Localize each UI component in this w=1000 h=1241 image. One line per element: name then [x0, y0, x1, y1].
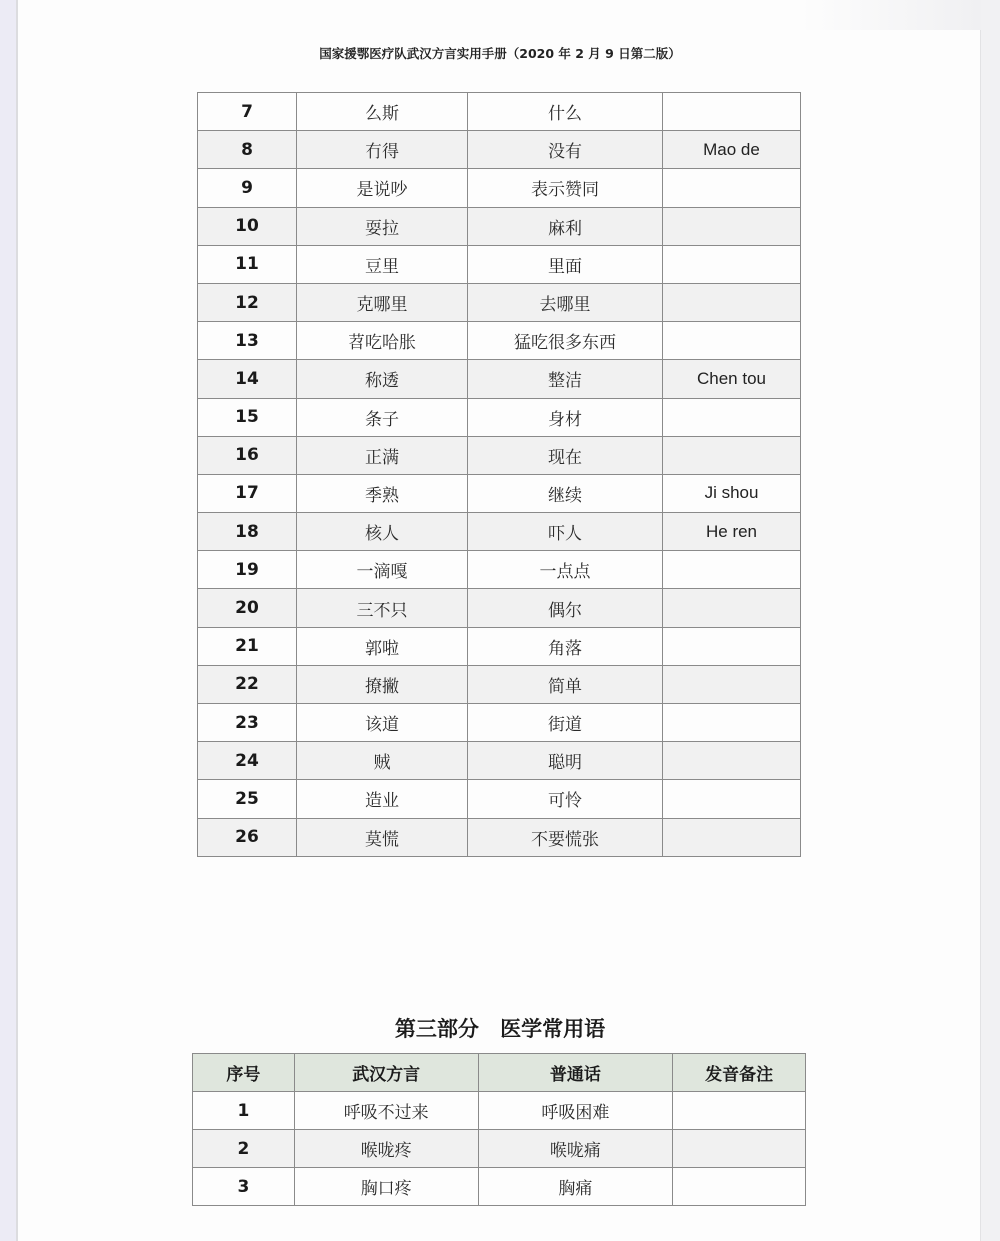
vocab-table: [197, 92, 801, 857]
pronunciation-note: [663, 398, 801, 436]
table-row: [198, 818, 801, 856]
pronunciation-note: [663, 818, 801, 856]
section-title: 第三部分 医学常用语: [394, 1017, 606, 1041]
column-header-dialect: 武汉方言: [294, 1054, 478, 1092]
mandarin-term: 去哪里: [468, 283, 663, 321]
table-row: [198, 627, 801, 665]
table-row: [198, 474, 801, 512]
table-row: [193, 1168, 806, 1206]
dialect-term: 条子: [297, 398, 468, 436]
mandarin-term: 可怜: [468, 780, 663, 818]
pronunciation-note: [663, 704, 801, 742]
row-number: 25: [198, 780, 297, 818]
mandarin-term: 偶尔: [468, 589, 663, 627]
dialect-term: 莫慌: [297, 818, 468, 856]
mandarin-term: 角落: [468, 627, 663, 665]
dialect-term: 郭啦: [297, 627, 468, 665]
mandarin-term: 没有: [468, 131, 663, 169]
pronunciation-note: Chen tou: [663, 360, 801, 398]
row-number: 1: [193, 1092, 295, 1130]
row-number: 9: [198, 169, 297, 207]
pronunciation-note: Ji shou: [663, 474, 801, 512]
mandarin-term: 里面: [468, 245, 663, 283]
mandarin-term: 猛吃很多东西: [468, 322, 663, 360]
column-header-number: 序号: [193, 1054, 295, 1092]
mandarin-term: 整洁: [468, 360, 663, 398]
pronunciation-note: [663, 169, 801, 207]
mandarin-term: 吓人: [468, 513, 663, 551]
dialect-term: 撩撇: [297, 665, 468, 703]
row-number: 17: [198, 474, 297, 512]
row-number: 21: [198, 627, 297, 665]
pronunciation-note: [663, 322, 801, 360]
dialect-term: 耍拉: [297, 207, 468, 245]
dialect-term: 呼吸不过来: [294, 1092, 478, 1130]
table-row: [198, 245, 801, 283]
pronunciation-note: [673, 1168, 806, 1206]
table-row: [198, 589, 801, 627]
row-number: 8: [198, 131, 297, 169]
mandarin-term: 身材: [468, 398, 663, 436]
pronunciation-note: [663, 283, 801, 321]
row-number: 26: [198, 818, 297, 856]
pronunciation-note: [663, 551, 801, 589]
pronunciation-note: [673, 1092, 806, 1130]
column-header-mandarin: 普通话: [478, 1054, 673, 1092]
dialect-term: 豆里: [297, 245, 468, 283]
table-row: [198, 93, 801, 131]
column-header-pronunciation: 发音备注: [673, 1054, 806, 1092]
row-number: 20: [198, 589, 297, 627]
mandarin-term: 继续: [468, 474, 663, 512]
row-number: 24: [198, 742, 297, 780]
pronunciation-note: [663, 665, 801, 703]
pronunciation-note: He ren: [663, 513, 801, 551]
pronunciation-note: [673, 1130, 806, 1168]
dialect-term: 冇得: [297, 131, 468, 169]
mandarin-term: 喉咙痛: [478, 1130, 673, 1168]
row-number: 19: [198, 551, 297, 589]
pronunciation-note: [663, 245, 801, 283]
pronunciation-note: [663, 436, 801, 474]
row-number: 7: [198, 93, 297, 131]
dialect-term: 胸口疼: [294, 1168, 478, 1206]
table-row: [198, 665, 801, 703]
table-row: [198, 360, 801, 398]
mandarin-term: 街道: [468, 704, 663, 742]
dialect-term: 苕吃哈胀: [297, 322, 468, 360]
mandarin-term: 聪明: [468, 742, 663, 780]
row-number: 18: [198, 513, 297, 551]
row-number: 12: [198, 283, 297, 321]
dialect-term: 造业: [297, 780, 468, 818]
dialect-term: 季熟: [297, 474, 468, 512]
dialect-term: 喉咙疼: [294, 1130, 478, 1168]
table-row: [198, 283, 801, 321]
dialect-term: 克哪里: [297, 283, 468, 321]
table-row: [198, 513, 801, 551]
table-row: [198, 398, 801, 436]
table-row: [198, 207, 801, 245]
pronunciation-note: Mao de: [663, 131, 801, 169]
table-row: [193, 1092, 806, 1130]
row-number: 16: [198, 436, 297, 474]
row-number: 2: [193, 1130, 295, 1168]
row-number: 15: [198, 398, 297, 436]
table-row: [198, 780, 801, 818]
row-number: 3: [193, 1168, 295, 1206]
mandarin-term: 表示赞同: [468, 169, 663, 207]
row-number: 14: [198, 360, 297, 398]
pronunciation-note: [663, 780, 801, 818]
table-row: [198, 322, 801, 360]
mandarin-term: 一点点: [468, 551, 663, 589]
table-row: [198, 742, 801, 780]
table-row: [198, 704, 801, 742]
page-edge-left: [0, 0, 18, 1241]
table-row: [198, 169, 801, 207]
mandarin-term: 麻利: [468, 207, 663, 245]
dialect-term: 称透: [297, 360, 468, 398]
table-row: [198, 551, 801, 589]
mandarin-term: 不要慌张: [468, 818, 663, 856]
mandarin-term: 简单: [468, 665, 663, 703]
corner-shadow: [801, 0, 981, 30]
document-header: 国家援鄂医疗队武汉方言实用手册（2020 年 2 月 9 日第二版）: [319, 46, 681, 61]
pronunciation-note: [663, 207, 801, 245]
row-number: 10: [198, 207, 297, 245]
dialect-term: 核人: [297, 513, 468, 551]
pronunciation-note: [663, 742, 801, 780]
pronunciation-note: [663, 93, 801, 131]
dialect-term: 么斯: [297, 93, 468, 131]
dialect-term: 三不只: [297, 589, 468, 627]
table-row: [198, 436, 801, 474]
dialect-term: 正满: [297, 436, 468, 474]
mandarin-term: 呼吸困难: [478, 1092, 673, 1130]
dialect-term: 一滴嘎: [297, 551, 468, 589]
row-number: 23: [198, 704, 297, 742]
mandarin-term: 什么: [468, 93, 663, 131]
row-number: 22: [198, 665, 297, 703]
mandarin-term: 胸痛: [478, 1168, 673, 1206]
table-row: [198, 131, 801, 169]
pronunciation-note: [663, 589, 801, 627]
mandarin-term: 现在: [468, 436, 663, 474]
scrollbar-track[interactable]: [980, 0, 1000, 1241]
table-header-row: [193, 1054, 806, 1092]
dialect-term: 贼: [297, 742, 468, 780]
dialect-term: 该道: [297, 704, 468, 742]
medical-terms-table: [192, 1053, 806, 1206]
row-number: 13: [198, 322, 297, 360]
table-row: [193, 1130, 806, 1168]
row-number: 11: [198, 245, 297, 283]
dialect-term: 是说吵: [297, 169, 468, 207]
pronunciation-note: [663, 627, 801, 665]
